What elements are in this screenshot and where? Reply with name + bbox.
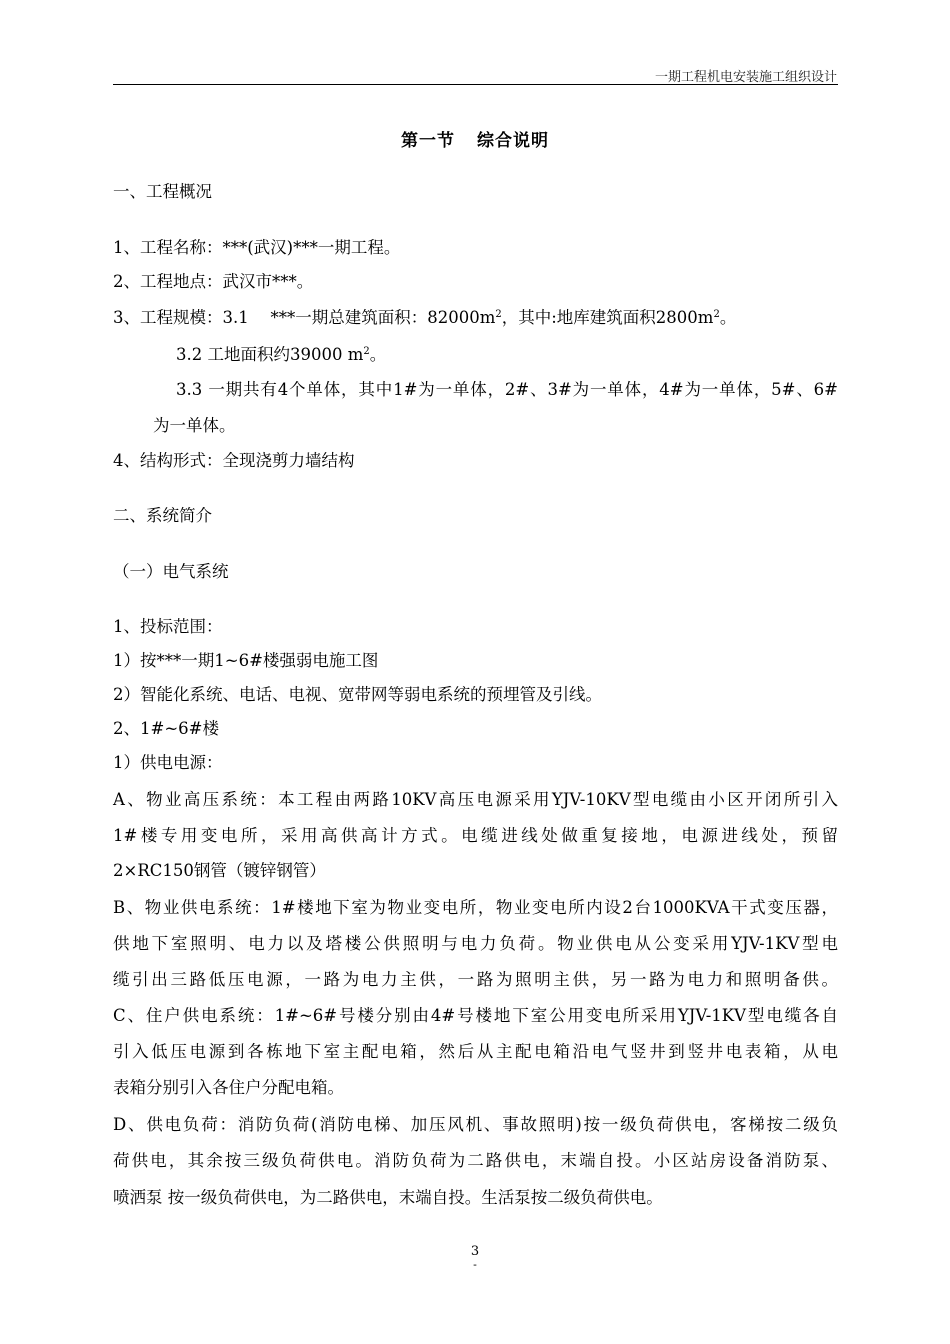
paragraph-d-line: 荷供电，其余按三级负荷供电。消防负荷为二路供电，末端自投。小区站房设备消防泵、	[113, 1151, 838, 1170]
paragraph-a-line: A、物业高压系统：本工程由两路10KV高压电源采用YJV-10KV型电缆由小区开闭所引入	[113, 790, 838, 809]
paragraph-b-line: 缆引出三路低压电源，一路为电力主供，一路为照明主供，另一路为电力和照明备供。	[113, 970, 838, 989]
paragraph-d-line: D、供电负荷：消防负荷(消防电梯、加压风机、事故照明)按一级负荷供电，客梯按二级负	[113, 1115, 838, 1134]
paragraph-d-line: 喷洒泵 按一级负荷供电，为二路供电，末端自投。生活泵按二级负荷供电。	[113, 1188, 663, 1207]
text-line: 1）供电电源：	[113, 753, 223, 772]
sub-item-site-area: 3.2 工地面积约39000 $m^2$。	[176, 345, 387, 364]
running-header: 一期工程机电安装施工组织设计	[654, 70, 837, 85]
section-title	[0, 126, 950, 151]
text-line: 2）智能化系统、电话、电视、宽带网等弱电系统的预埋管及引线。	[113, 685, 602, 704]
text-line: 1、投标范围：	[113, 617, 223, 636]
text-line: 1）按***一期1~6#楼强弱电施工图	[113, 651, 379, 670]
sub-item-units-line1: 3.3 一期共有4个单体，其中1#为一单体，2#、3#为一单体，4#为一单体，5#、6#	[176, 380, 838, 399]
item-structure-form: 4、结构形式：全现浇剪力墙结构	[113, 451, 355, 470]
paragraph-c-line: C、住户供电系统：1#~6#号楼分别由4#号楼地下室公用变电所采用YJV-1KV型电缆各自	[113, 1006, 838, 1025]
heading-overview: 一、工程概况	[113, 182, 212, 201]
paragraph-b-line: B、物业供电系统：1#楼地下室为物业变电所，物业变电所内设2台1000KVA干式变压器，	[113, 898, 838, 917]
paragraph-b-line: 供地下室照明、电力以及塔楼公供照明与电力负荷。物业供电从公变采用YJV-1KV型电	[113, 934, 838, 953]
item-project-scale: 3、工程规模：3.1 ***一期总建筑面积：$82000m^2$，其中:地库建筑面积$2800m^2$。	[113, 308, 737, 327]
page-number: 3	[470, 1244, 480, 1259]
paragraph-a-line: 1#楼专用变电所，采用高供高计方式。电缆进线处做重复接地，电源进线处，预留	[113, 826, 838, 845]
paragraph-c-line: 表箱分别引入各住户分配电箱。	[113, 1078, 344, 1097]
item-project-name: 1、工程名称：***(武汉)***一期工程。	[113, 238, 401, 257]
section-number: 第一节	[401, 131, 455, 151]
heading-electrical: （一）电气系统	[113, 562, 229, 581]
page-dash: -	[473, 1258, 477, 1271]
sub-item-units-line2: 为一单体。	[153, 416, 236, 435]
paragraph-c-line: 引入低压电源到各栋地下室主配电箱，然后从主配电箱沿电气竖井到竖井电表箱，从电	[113, 1042, 838, 1061]
header-rule	[113, 84, 838, 85]
paragraph-a-line: 2×RC150钢管（镀锌钢管）	[113, 861, 326, 880]
text-line: 2、1#~6#楼	[113, 719, 219, 738]
section-name: 综合说明	[477, 131, 549, 151]
item-project-location: 2、工程地点：武汉市***。	[113, 272, 314, 291]
heading-systems: 二、系统简介	[113, 506, 212, 525]
